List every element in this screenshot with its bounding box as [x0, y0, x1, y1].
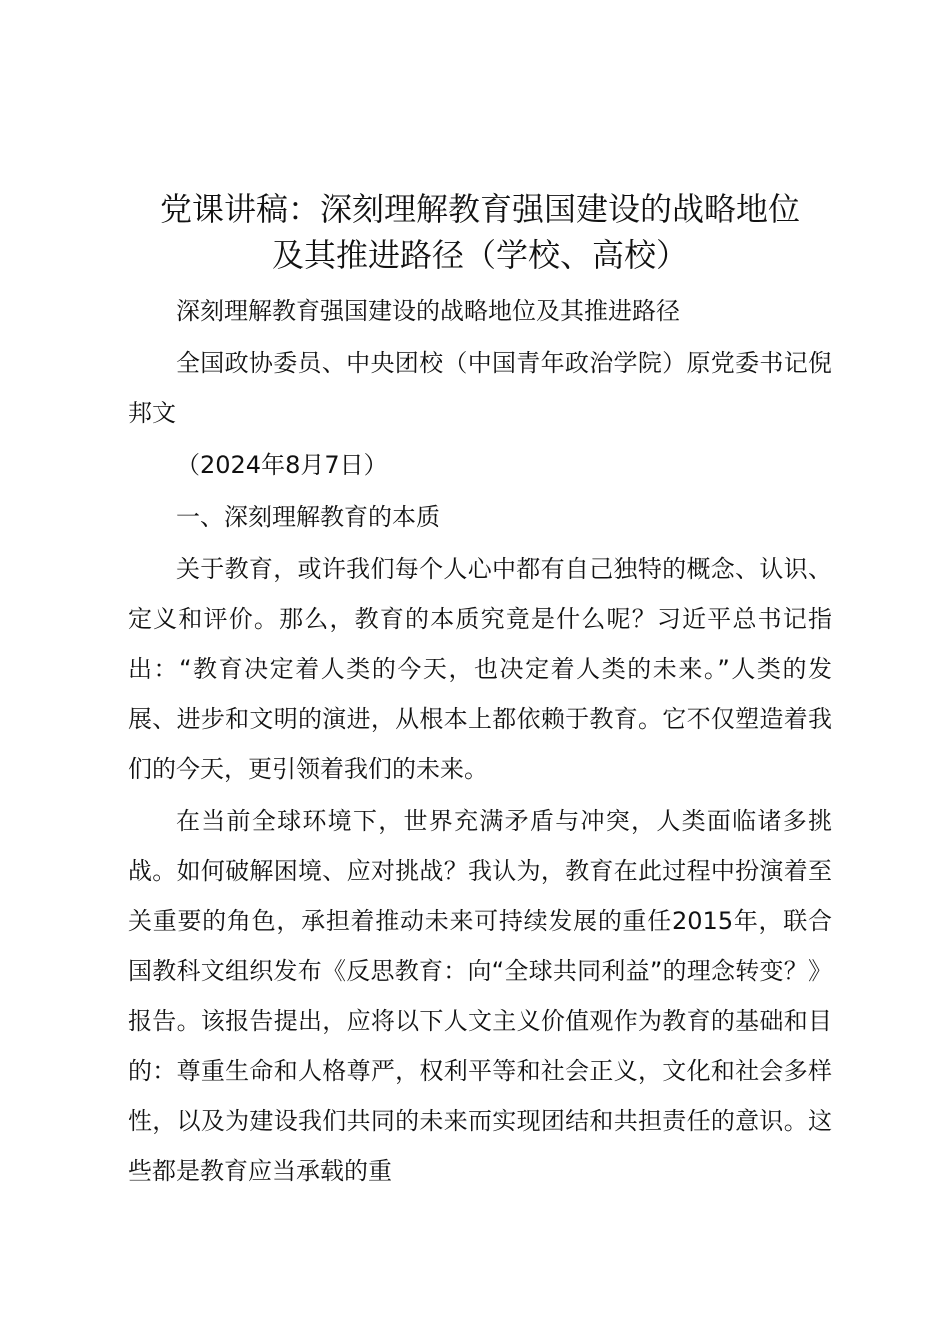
- title-line-1: 党课讲稿：深刻理解教育强国建设的战略地位: [159, 190, 800, 228]
- document-subtitle: 深刻理解教育强国建设的战略地位及其推进路径: [176, 297, 680, 325]
- document-page: [128, 186, 832, 1196]
- author-line: 全国政协委员、中央团校（中国青年政治学院）原党委书记倪邦文: [128, 349, 832, 427]
- body-paragraph-2: 在当前全球环境下，世界充满矛盾与冲突，人类面临诸多挑战。如何破解困境、应对挑战？我认为，教育在此过程中扮演着至关重要的角色，承担着推动未来可持续发展的重任2015年，联合国教科文组织发布《反思教育：向“全球共同利益”的理念转变？》报告。该报告提出，应将以下人文主义价值观作为教育的基础和目的：尊重生命和人格尊严，权利平等和社会正义，文化和社会多样性，以及为建设我们共同的未来而实现团结和共担责任的意识。这些都是教育应当承载的重: [128, 807, 832, 1185]
- document-title: [128, 186, 832, 278]
- title-line-2: 及其推进路径（学校、高校）: [271, 236, 688, 274]
- date-line: （2024年8月7日）: [176, 451, 388, 479]
- section-heading: 一、深刻理解教育的本质: [176, 503, 440, 531]
- body-paragraph-1: 关于教育，或许我们每个人心中都有自己独特的概念、认识、定义和评价。那么，教育的本质究竟是什么呢？习近平总书记指出：“教育决定着人类的今天，也决定着人类的未来。”人类的发展、进步和文明的演进，从根本上都依赖于教育。它不仅塑造着我们的今天，更引领着我们的未来。: [128, 555, 832, 783]
